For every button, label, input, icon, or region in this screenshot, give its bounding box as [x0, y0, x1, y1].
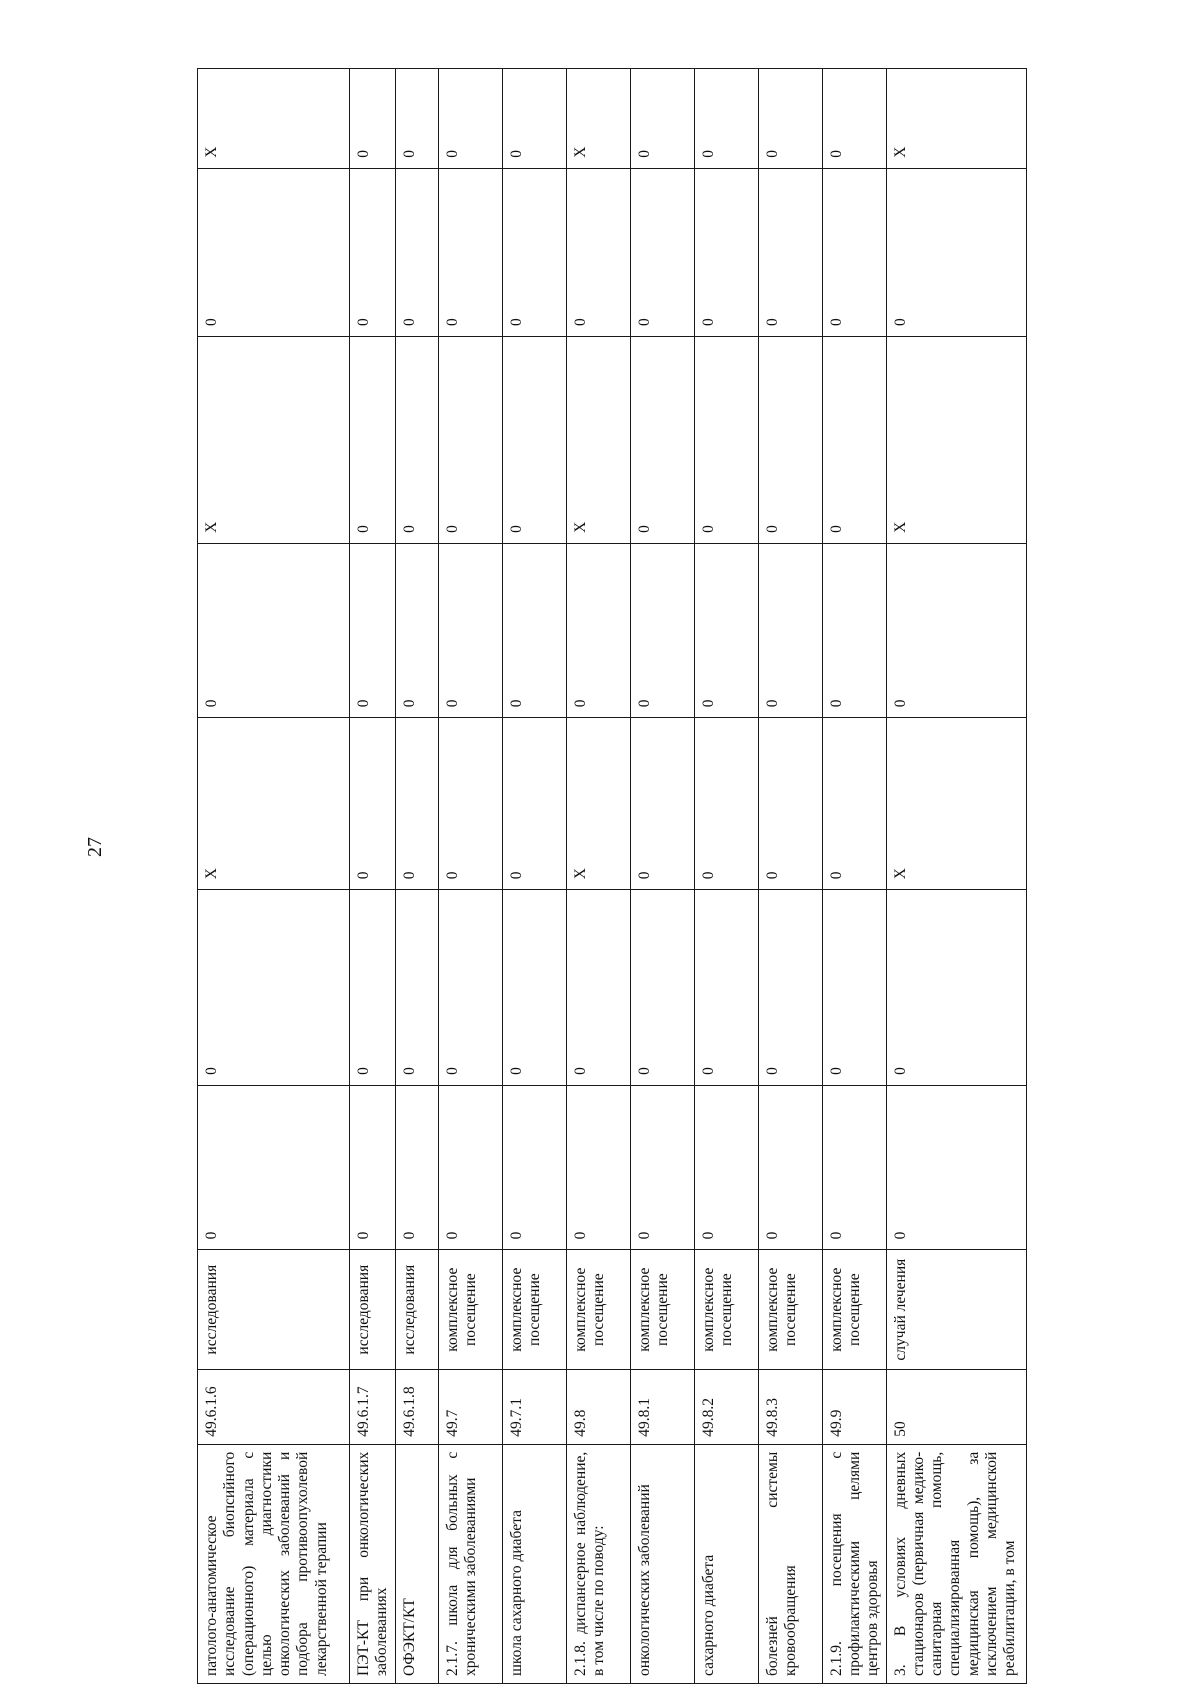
row-code: 49.6.1.6	[198, 1369, 350, 1444]
row-description: онкологических заболеваний	[630, 1444, 694, 1683]
row-code: 49.8.2	[694, 1369, 758, 1444]
row-value: 0	[694, 1085, 758, 1249]
data-table	[197, 68, 1027, 1684]
row-value: Х	[566, 336, 630, 543]
table-row	[502, 69, 566, 1684]
row-value: 0	[694, 718, 758, 890]
row-value: 0	[350, 336, 396, 543]
row-value: 0	[758, 168, 822, 336]
row-value: 0	[886, 543, 1026, 717]
rotated-page-content	[197, 68, 1200, 1676]
row-value: Х	[886, 718, 1026, 890]
row-description: ОФЭКТ/КТ	[395, 1444, 438, 1683]
row-description: 3. В условиях дневных стационаров (первичная медико-санитарная помощь, специализированная медицинская помощь), за исключением медицинской реабилитации, в том	[886, 1444, 1026, 1683]
row-value: 0	[886, 168, 1026, 336]
row-code: 50	[886, 1369, 1026, 1444]
row-value: 0	[438, 718, 502, 890]
row-value: 0	[502, 890, 566, 1086]
row-description: сахарного диабета	[694, 1444, 758, 1683]
row-value: 0	[438, 1085, 502, 1249]
row-value: 0	[694, 69, 758, 169]
row-value: Х	[566, 718, 630, 890]
row-value: 0	[350, 1085, 396, 1249]
row-description: 2.1.7. школа для больных с хроническими заболеваниями	[438, 1444, 502, 1683]
row-unit: комплексное посещение	[822, 1250, 886, 1370]
row-value: 0	[758, 890, 822, 1086]
row-value: 0	[395, 168, 438, 336]
row-value: 0	[630, 69, 694, 169]
row-value: 0	[822, 890, 886, 1086]
row-value: 0	[822, 336, 886, 543]
page-number: 27	[84, 837, 106, 857]
table-row	[694, 69, 758, 1684]
row-value: 0	[502, 718, 566, 890]
row-description: школа сахарного диабета	[502, 1444, 566, 1683]
row-description: ПЭТ-КТ при онкологических заболеваниях	[350, 1444, 396, 1683]
row-value: Х	[886, 336, 1026, 543]
row-code: 49.7	[438, 1369, 502, 1444]
table-row	[395, 69, 438, 1684]
row-value: 0	[758, 69, 822, 169]
row-value: 0	[438, 890, 502, 1086]
row-description: 2.1.9. посещения с профилактическими целями центров здоровья	[822, 1444, 886, 1683]
row-value: 0	[630, 336, 694, 543]
row-value: 0	[350, 69, 396, 169]
row-value: 0	[198, 1085, 350, 1249]
row-value: 0	[630, 1085, 694, 1249]
row-value: 0	[395, 336, 438, 543]
row-value: 0	[822, 168, 886, 336]
row-value: 0	[758, 543, 822, 717]
row-code: 49.7.1	[502, 1369, 566, 1444]
row-value: 0	[502, 168, 566, 336]
row-value: 0	[502, 69, 566, 169]
row-code: 49.8	[566, 1369, 630, 1444]
row-value: 0	[822, 718, 886, 890]
row-unit: комплексное посещение	[758, 1250, 822, 1370]
table-body	[198, 69, 1027, 1684]
row-unit: случай лечения	[886, 1250, 1026, 1370]
row-value: Х	[198, 69, 350, 169]
row-value: 0	[694, 168, 758, 336]
row-value: 0	[438, 168, 502, 336]
row-value: 0	[438, 543, 502, 717]
row-unit: комплексное посещение	[630, 1250, 694, 1370]
row-value: 0	[566, 1085, 630, 1249]
row-value: 0	[198, 890, 350, 1086]
row-value: 0	[630, 718, 694, 890]
table-row	[350, 69, 396, 1684]
row-value: Х	[566, 69, 630, 169]
row-value: 0	[566, 890, 630, 1086]
table-row	[438, 69, 502, 1684]
row-unit: комплексное посещение	[694, 1250, 758, 1370]
row-value: 0	[566, 543, 630, 717]
table-row	[198, 69, 350, 1684]
row-value: 0	[758, 336, 822, 543]
row-value: 0	[395, 718, 438, 890]
row-value: 0	[395, 543, 438, 717]
row-code: 49.6.1.8	[395, 1369, 438, 1444]
row-value: 0	[758, 718, 822, 890]
row-code: 49.9	[822, 1369, 886, 1444]
row-value: 0	[630, 543, 694, 717]
table-row	[758, 69, 822, 1684]
row-value: Х	[886, 69, 1026, 169]
row-value: 0	[395, 890, 438, 1086]
row-description: патолого-анатомическое исследование биопсийного (операционного) материала с целью диагностики онкологических заболеваний и подбора противоопухолевой лекарственной терапии	[198, 1444, 350, 1683]
row-value: 0	[694, 336, 758, 543]
row-unit: исследования	[395, 1250, 438, 1370]
row-unit: исследования	[350, 1250, 396, 1370]
row-value: 0	[630, 168, 694, 336]
row-value: 0	[438, 336, 502, 543]
row-value: 0	[694, 543, 758, 717]
row-value: 0	[350, 890, 396, 1086]
row-value: 0	[758, 1085, 822, 1249]
row-value: 0	[502, 543, 566, 717]
table-row	[630, 69, 694, 1684]
row-value: 0	[350, 718, 396, 890]
row-value: 0	[438, 69, 502, 169]
row-value: 0	[502, 1085, 566, 1249]
row-value: 0	[395, 1085, 438, 1249]
row-value: 0	[630, 890, 694, 1086]
row-value: 0	[350, 168, 396, 336]
row-value: 0	[886, 890, 1026, 1086]
row-unit: исследования	[198, 1250, 350, 1370]
row-description: 2.1.8. диспансерное наблюдение, в том числе по поводу:	[566, 1444, 630, 1683]
row-value: 0	[198, 168, 350, 336]
row-unit: комплексное посещение	[566, 1250, 630, 1370]
row-value: 0	[502, 336, 566, 543]
table-row	[886, 69, 1026, 1684]
row-value: 0	[822, 1085, 886, 1249]
row-value: 0	[886, 1085, 1026, 1249]
table-row	[822, 69, 886, 1684]
row-value: Х	[198, 718, 350, 890]
row-value: 0	[350, 543, 396, 717]
row-value: 0	[566, 168, 630, 336]
row-value: 0	[395, 69, 438, 169]
row-value: 0	[694, 890, 758, 1086]
row-description: болезней системы кровообращения	[758, 1444, 822, 1683]
table-row	[566, 69, 630, 1684]
row-value: 0	[822, 543, 886, 717]
row-value: Х	[198, 336, 350, 543]
row-code: 49.6.1.7	[350, 1369, 396, 1444]
row-code: 49.8.1	[630, 1369, 694, 1444]
row-unit: комплексное посещение	[502, 1250, 566, 1370]
row-value: 0	[822, 69, 886, 169]
row-value: 0	[198, 543, 350, 717]
row-code: 49.8.3	[758, 1369, 822, 1444]
row-unit: комплексное посещение	[438, 1250, 502, 1370]
